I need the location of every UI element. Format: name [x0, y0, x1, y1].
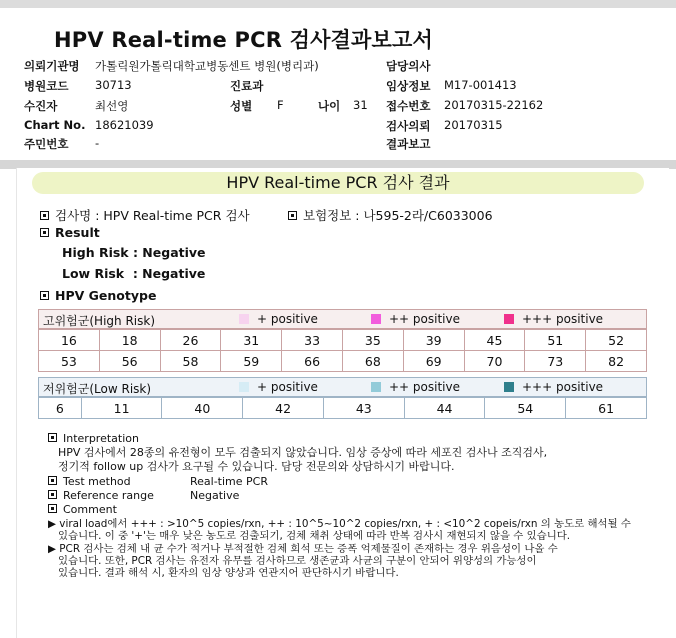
legend-swatch-plus2 — [371, 382, 381, 392]
reference-range-label: Reference range — [63, 489, 154, 502]
genotype-cell: 39 — [403, 330, 464, 351]
doctor-label: 담당의사 — [386, 59, 431, 73]
comment-text-2a: ▶ PCR 검사는 검체 내 균 수가 적거나 부적절한 검체 희석 또는 증폭 억제물질이 존재하는 경우 위음성이 나올 수 — [48, 543, 558, 555]
genotype-cell: 51 — [525, 330, 586, 351]
comment-label: Comment — [63, 503, 117, 516]
genotype-cell: 52 — [586, 330, 647, 351]
top-bar — [0, 0, 676, 8]
genotype-cell: 58 — [160, 351, 221, 372]
high-risk-label: 고위험군(High Risk) — [43, 314, 155, 328]
comment-line — [48, 503, 117, 516]
checkbox-icon — [288, 211, 297, 220]
genotype-cell: 16 — [39, 330, 100, 351]
genotype-cell: 66 — [282, 351, 343, 372]
checkbox-icon — [48, 476, 57, 485]
genotype-heading-line — [40, 288, 156, 303]
request-date-label: 검사의뢰 — [386, 119, 431, 133]
interpretation-heading: Interpretation — [63, 432, 139, 445]
table-row — [39, 398, 647, 419]
genotype-cell: 43 — [323, 398, 404, 419]
legend-swatch-plus3 — [504, 382, 514, 392]
checkbox-icon — [40, 211, 49, 220]
low-risk-label: 저위험군(Low Risk) — [43, 382, 152, 396]
genotype-cell: 40 — [162, 398, 243, 419]
legend-plus: + positive — [257, 380, 318, 394]
insurance-info: 보험정보 : 나595-2라/C6033006 — [303, 208, 493, 223]
high-risk-result: High Risk : Negative — [62, 245, 206, 260]
report-date-label: 결과보고 — [386, 137, 431, 151]
receipt-no-value: 20170315-22162 — [444, 98, 544, 112]
sex-value: F — [277, 98, 284, 112]
legend-plus3: +++ positive — [522, 380, 604, 394]
requesting-org-label: 의뢰기관명 — [24, 59, 80, 73]
legend-swatch-plus — [239, 314, 249, 324]
reference-range-value: Negative — [190, 489, 240, 502]
low-risk-header — [38, 377, 647, 397]
low-risk-result: Low Risk : Negative — [62, 266, 206, 281]
reference-range-line — [48, 489, 154, 502]
clinical-info-value: M17-001413 — [444, 78, 517, 92]
high-risk-table — [38, 329, 647, 372]
checkbox-icon — [48, 490, 57, 499]
interpretation-text-2: 정기적 follow up 검사가 요구될 수 있습니다. 담당 전문의와 상담하시기 바랍니다. — [58, 460, 455, 473]
request-date-value: 20170315 — [444, 118, 503, 132]
interpretation-heading-line — [48, 432, 139, 445]
patient-value: 최선영 — [95, 99, 129, 113]
genotype-cell: 68 — [342, 351, 403, 372]
result-heading-line — [40, 225, 100, 240]
genotype-cell: 6 — [39, 398, 82, 419]
high-risk-header — [38, 309, 647, 329]
genotype-cell: 31 — [221, 330, 282, 351]
checkbox-icon — [40, 228, 49, 237]
legend-swatch-plus2 — [371, 314, 381, 324]
interpretation-text-1: HPV 검사에서 28종의 유전형이 모두 검출되지 않았습니다. 임상 증상에 따라 세포진 검사나 조직검사, — [58, 446, 548, 459]
sex-label: 성별 — [230, 99, 253, 113]
report-title: HPV Real-time PCR 검사결과보고서 — [54, 28, 433, 52]
hospital-code-value: 30713 — [95, 78, 132, 92]
checkbox-icon — [40, 291, 49, 300]
comment-text-2c: 있습니다. 결과 해석 시, 환자의 임상 양상과 연관지어 판단하시기 바랍니다. — [58, 567, 399, 579]
chart-no-label: Chart No. — [24, 118, 86, 132]
genotype-cell: 61 — [566, 398, 647, 419]
genotype-cell: 26 — [160, 330, 221, 351]
genotype-cell: 35 — [342, 330, 403, 351]
genotype-cell: 18 — [99, 330, 160, 351]
test-method-label: Test method — [63, 475, 131, 488]
checkbox-icon — [48, 433, 57, 442]
section-banner: HPV Real-time PCR 검사 결과 — [32, 172, 644, 194]
result-heading: Result — [55, 225, 100, 240]
legend-plus2: ++ positive — [389, 380, 460, 394]
genotype-cell: 11 — [81, 398, 162, 419]
clinical-info-label: 임상정보 — [386, 79, 431, 93]
receipt-no-label: 접수번호 — [386, 99, 431, 113]
genotype-cell: 73 — [525, 351, 586, 372]
id-label: 주민번호 — [24, 137, 69, 151]
requesting-org-value: 가톨릭원가톨릭대학교병동센트 병원(병리과) — [95, 59, 319, 73]
table-row — [39, 351, 647, 372]
age-label: 나이 — [318, 99, 341, 113]
genotype-cell: 69 — [403, 351, 464, 372]
genotype-cell: 59 — [221, 351, 282, 372]
checkbox-icon — [48, 504, 57, 513]
department-label: 진료과 — [230, 79, 264, 93]
test-name-line — [40, 206, 250, 224]
genotype-cell: 54 — [485, 398, 566, 419]
hospital-code-label: 병원코드 — [24, 79, 69, 93]
genotype-cell: 56 — [99, 351, 160, 372]
genotype-cell: 33 — [282, 330, 343, 351]
comment-text-2b: 있습니다. 또한, PCR 검사는 유전자 유무를 검사하므로 생존균과 사균의 구분이 안되어 위양성의 가능성이 — [58, 555, 537, 567]
genotype-cell: 53 — [39, 351, 100, 372]
test-method-value: Real-time PCR — [190, 475, 268, 488]
test-method-line — [48, 475, 131, 488]
legend-plus: + positive — [257, 312, 318, 326]
genotype-cell: 42 — [243, 398, 324, 419]
id-value: - — [95, 136, 100, 150]
test-name: 검사명 : HPV Real-time PCR 검사 — [55, 208, 250, 223]
comment-text-1b: 있습니다. 이 중 '+'는 매우 낮은 농도로 검출되기, 검체 채취 상태에 따라 반복 검사시 재현되지 않을 수 있습니다. — [58, 530, 571, 542]
genotype-cell: 45 — [464, 330, 525, 351]
legend-plus3: +++ positive — [522, 312, 604, 326]
genotype-heading: HPV Genotype — [55, 288, 157, 303]
patient-label: 수진자 — [24, 99, 58, 113]
table-row — [39, 330, 647, 351]
genotype-cell: 70 — [464, 351, 525, 372]
insurance-line — [288, 206, 493, 224]
low-risk-table — [38, 397, 647, 419]
comment-text-1a: ▶ viral load에서 +++ : >10^5 copies/rxn, ++ : 10^5~10^2 copies/rxn, + : <10^2 copeis/rxn 의 농도로 해석될 수 — [48, 518, 631, 530]
chart-no-value: 18621039 — [95, 118, 154, 132]
legend-swatch-plus — [239, 382, 249, 392]
legend-plus2: ++ positive — [389, 312, 460, 326]
genotype-cell: 82 — [586, 351, 647, 372]
legend-swatch-plus3 — [504, 314, 514, 324]
genotype-cell: 44 — [404, 398, 485, 419]
age-value: 31 — [353, 98, 368, 112]
